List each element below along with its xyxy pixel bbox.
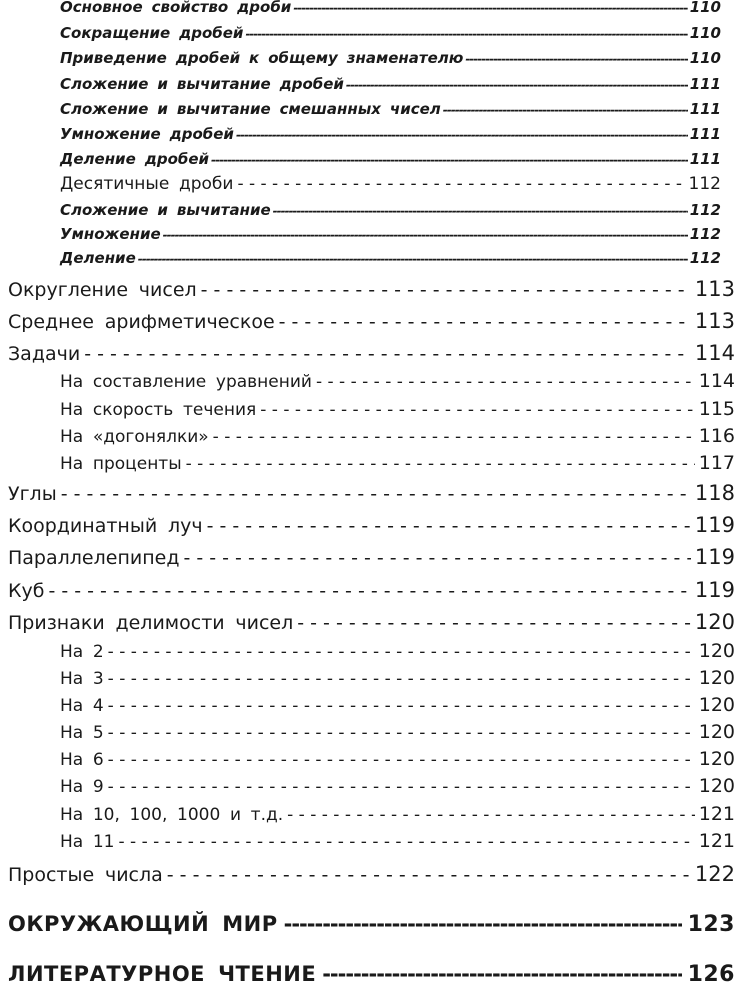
toc-entry <box>60 75 721 99</box>
toc-entry <box>60 150 721 174</box>
toc-entry-page: 115 <box>698 398 735 420</box>
toc-entry-page: 110 <box>689 0 721 16</box>
toc-entry-title: Деление дробей <box>60 150 210 168</box>
toc-entry-page: 112 <box>688 174 721 194</box>
toc-entry-page: 113 <box>694 277 735 301</box>
toc-entry <box>8 481 735 511</box>
dot-leader <box>237 174 684 194</box>
toc-entry <box>60 398 735 426</box>
toc-entry-page: 120 <box>698 748 735 770</box>
toc-entry-page: 121 <box>698 830 735 852</box>
toc-entry-page: 111 <box>689 125 721 143</box>
dot-leader <box>108 777 695 797</box>
dot-leader <box>287 805 695 825</box>
dot-leader <box>297 612 691 634</box>
toc-entry <box>60 803 735 831</box>
toc-entry <box>60 370 735 398</box>
toc-entry <box>60 694 735 722</box>
dot-leader <box>293 1 687 15</box>
toc-entry <box>60 830 735 858</box>
toc-entry <box>60 49 721 73</box>
toc-entry-page: 111 <box>689 100 721 118</box>
toc-entry-title: Сокращение дробей <box>60 24 244 42</box>
toc-entry <box>60 249 721 273</box>
toc-entry-page: 116 <box>698 425 735 447</box>
dot-leader <box>108 669 695 689</box>
toc-entry <box>60 174 721 200</box>
toc-entry-page: 112 <box>689 249 721 267</box>
toc-entry-title: Деление <box>60 249 136 267</box>
dot-leader <box>260 400 694 420</box>
dot-leader <box>108 750 695 770</box>
toc-entry <box>60 775 735 803</box>
toc-entry-title: На 3 <box>60 669 104 689</box>
toc-section <box>8 962 735 998</box>
toc-entry <box>60 0 721 22</box>
toc-section <box>8 912 735 948</box>
toc-entry-title: Округление чисел <box>8 279 197 301</box>
dot-leader <box>443 103 688 117</box>
toc-entry-title: Простые числа <box>8 864 163 886</box>
toc-entry <box>8 578 735 608</box>
dot-leader <box>108 642 695 662</box>
toc-entry <box>60 721 735 749</box>
toc-entry <box>60 640 735 668</box>
toc-entry <box>8 277 735 307</box>
toc-entry <box>8 341 735 371</box>
toc-entry-page: 119 <box>694 545 735 569</box>
toc-entry-title: Приведение дробей к общему знаменателю <box>60 49 464 67</box>
toc-entry-title: На 4 <box>60 696 104 716</box>
toc-entry-title: На «догонялки» <box>60 427 209 447</box>
toc-entry-page: 114 <box>694 341 735 365</box>
toc-entry-title: Среднее арифметическое <box>8 311 275 333</box>
toc-entry-title: Умножение дробей <box>60 125 234 143</box>
toc-entry-title: Умножение <box>60 225 161 243</box>
dot-leader <box>48 580 690 602</box>
toc-entry-page: 117 <box>698 452 735 474</box>
toc-entry-page: 112 <box>689 225 721 243</box>
toc-entry <box>60 201 721 225</box>
toc-entry-title: Задачи <box>8 343 81 365</box>
dot-leader <box>108 723 695 743</box>
toc-entry <box>60 667 735 695</box>
dot-leader <box>245 27 687 41</box>
dot-leader <box>279 311 691 333</box>
toc-entry <box>60 425 735 453</box>
toc-entry <box>8 862 735 892</box>
dot-leader <box>163 228 688 242</box>
toc-entry-page: 118 <box>694 481 735 505</box>
toc-section-title: ОКРУЖАЮЩИЙ МИР <box>8 912 278 936</box>
toc-entry <box>60 452 735 480</box>
toc-entry <box>8 545 735 575</box>
toc-entry-page: 120 <box>694 610 735 634</box>
toc-entry-page: 120 <box>698 775 735 797</box>
toc-entry-page: 120 <box>698 640 735 662</box>
toc-entry <box>60 225 721 249</box>
toc-entry-title: На 2 <box>60 642 104 662</box>
toc-entry-title: На составление уравнений <box>60 372 312 392</box>
toc-entry <box>60 100 721 124</box>
toc-entry-page: 112 <box>689 201 721 219</box>
dot-leader <box>207 515 691 537</box>
dot-leader <box>322 962 681 986</box>
toc-entry-title: Куб <box>8 580 45 602</box>
toc-entry-title: Сложение и вычитание <box>60 201 271 219</box>
toc-entry-title: Десятичные дроби <box>60 174 234 194</box>
toc-entry-page: 113 <box>694 309 735 333</box>
dot-leader <box>61 483 691 505</box>
toc-entry-title: Сложение и вычитание смешанных чисел <box>60 100 441 118</box>
toc-entry-page: 122 <box>694 862 735 886</box>
toc-entry-page: 119 <box>694 578 735 602</box>
toc-section-title: ЛИТЕРАТУРНОЕ ЧТЕНИЕ <box>8 962 317 986</box>
toc-entry-page: 111 <box>689 75 721 93</box>
dot-leader <box>273 204 688 218</box>
toc-section-page: 123 <box>687 912 735 937</box>
toc-entry-title: На 10, 100, 1000 и т.д. <box>60 805 284 825</box>
toc-entry-page: 110 <box>689 24 721 42</box>
toc-entry <box>60 125 721 149</box>
toc-entry-page: 119 <box>694 513 735 537</box>
toc-entry-title: На скорость течения <box>60 400 257 420</box>
toc-section-page: 126 <box>687 962 735 987</box>
toc-entry-title: На 5 <box>60 723 104 743</box>
toc-entry-title: На проценты <box>60 454 182 474</box>
toc-entry-page: 110 <box>689 49 721 67</box>
dot-leader <box>236 128 688 142</box>
toc-entry <box>8 610 735 640</box>
toc-entry-title: Сложение и вычитание дробей <box>60 75 344 93</box>
dot-leader <box>465 52 687 66</box>
toc-entry-title: На 6 <box>60 750 104 770</box>
dot-leader <box>183 547 690 569</box>
dot-leader <box>119 832 695 852</box>
toc-entry-title: Координатный луч <box>8 515 203 537</box>
toc-entry-title: Основное свойство дроби <box>60 0 292 16</box>
dot-leader <box>201 279 691 301</box>
toc-entry-page: 114 <box>698 370 735 392</box>
toc-entry-page: 120 <box>698 667 735 689</box>
dot-leader <box>167 864 691 886</box>
dot-leader <box>284 912 682 936</box>
toc-entry <box>8 309 735 339</box>
toc-entry-page: 120 <box>698 694 735 716</box>
toc-entry-title: Параллелепипед <box>8 547 180 569</box>
dot-leader <box>186 454 695 474</box>
toc-entry-page: 120 <box>698 721 735 743</box>
toc-entry-title: На 11 <box>60 832 115 852</box>
dot-leader <box>346 78 688 92</box>
dot-leader <box>84 343 691 365</box>
dot-leader <box>316 372 695 392</box>
toc-entry-title: Признаки делимости чисел <box>8 612 294 634</box>
dot-leader <box>211 153 688 167</box>
toc-entry-page: 111 <box>689 150 721 168</box>
toc-entry-page: 121 <box>698 803 735 825</box>
toc-entry <box>60 748 735 776</box>
dot-leader <box>108 696 695 716</box>
toc-entry-title: На 9 <box>60 777 104 797</box>
dot-leader <box>213 427 695 447</box>
toc-entry <box>8 513 735 543</box>
toc-entry <box>60 24 721 48</box>
toc-entry-title: Углы <box>8 483 57 505</box>
dot-leader <box>138 252 688 266</box>
